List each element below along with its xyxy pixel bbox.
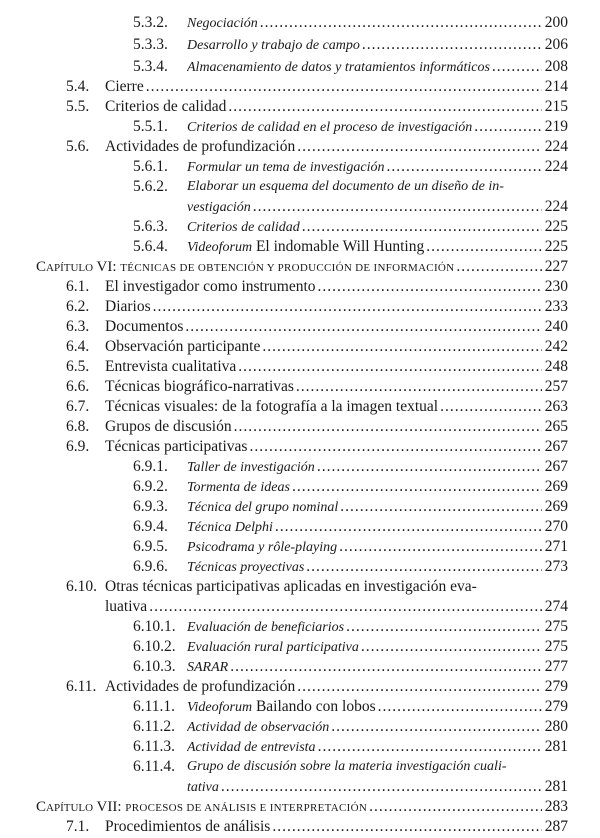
leader-dots [149, 596, 542, 618]
toc-entry[interactable] [0, 336, 600, 358]
leader-dots [230, 656, 542, 678]
leader-dots [317, 456, 542, 478]
toc-entry-title: Tormenta de ideas [187, 480, 290, 495]
toc-entry[interactable] [0, 96, 600, 118]
toc-entry-title: Grupo de discusión sobre la materia investigación cuali- [187, 759, 507, 774]
toc-entry[interactable] [0, 34, 600, 56]
toc-entry-page: 233 [544, 298, 568, 315]
toc-entry-number: 6.7. [66, 398, 90, 415]
toc-entry[interactable] [0, 12, 600, 34]
toc-entry[interactable] [0, 596, 600, 618]
toc-entry-number: 6.9. [66, 438, 90, 455]
leader-dots [346, 616, 542, 638]
toc-entry-page: 267 [544, 438, 568, 455]
toc-entry-page: 270 [544, 518, 568, 535]
leader-dots [362, 34, 542, 56]
toc-entry-title: Criterios de calidad [187, 220, 300, 235]
toc-entry[interactable] [0, 76, 600, 98]
toc-entry-title: Psicodrama y rôle-playing [187, 540, 338, 555]
leader-dots [260, 12, 542, 34]
toc-entry-number: 6.3. [66, 318, 90, 335]
toc-entry[interactable] [0, 416, 600, 438]
toc-entry-page: 257 [544, 378, 568, 395]
toc-entry-number: 6.10.1. [133, 618, 176, 635]
leader-dots [297, 136, 542, 158]
toc-entry-title: vestigación [187, 200, 251, 215]
toc-entry[interactable] [0, 256, 600, 278]
toc-entry[interactable] [0, 296, 600, 318]
toc-entry-page: 269 [544, 478, 568, 495]
toc-entry[interactable] [0, 136, 600, 158]
leader-dots [456, 256, 542, 278]
toc-entry[interactable] [0, 776, 600, 798]
toc-entry-title: Elaborar un esquema del documento de un diseño de in- [187, 179, 504, 194]
toc-entry-number: 5.6.2. [133, 178, 168, 195]
toc-entry-number: 5.4. [66, 78, 90, 95]
leader-dots [238, 356, 542, 378]
toc-entry-title: Diarios [105, 298, 151, 315]
toc-entry-page: 280 [544, 718, 568, 735]
toc-entry-number: 5.3.4. [133, 58, 168, 75]
toc-entry-title: Criterios de calidad en el proceso de investigación [187, 120, 473, 135]
toc-entry-film-title: Bailando con lobos [252, 698, 376, 715]
toc-entry[interactable] [0, 556, 600, 578]
chapter-name: TÉCNICAS DE OBTENCIÓN Y PRODUCCIÓN DE INFORMACIÓN [120, 262, 455, 274]
toc-entry-number: 6.11.2. [133, 718, 176, 735]
toc-entry-number: 6.9.5. [133, 538, 168, 555]
toc-entry-number: 6.11.1. [133, 698, 176, 715]
chapter-name: PROCESOS DE ANÁLISIS E INTERPRETACIÓN [125, 802, 368, 814]
toc-entry-number: 6.2. [66, 298, 90, 315]
toc-entry-page: 225 [544, 218, 568, 235]
toc-entry[interactable] [0, 196, 600, 218]
toc-entry[interactable] [0, 156, 600, 178]
toc-entry-number: 5.6. [66, 138, 90, 155]
toc-entry[interactable] [0, 316, 600, 338]
toc-entry-title: Cierre [105, 78, 144, 95]
leader-dots [306, 556, 542, 578]
toc-entry-title: tativa [187, 780, 219, 795]
leader-dots [440, 396, 542, 418]
toc-entry[interactable] [0, 736, 600, 758]
toc-entry[interactable] [0, 616, 600, 638]
toc-entry-number: 6.6. [66, 378, 90, 395]
toc-entry-page: 263 [544, 398, 568, 415]
toc-entry-title: Videoforum [187, 700, 253, 715]
toc-entry-page: 283 [544, 798, 568, 815]
toc-entry-page: 225 [544, 238, 568, 255]
leader-dots [221, 776, 542, 798]
toc-entry-title: Formular un tema de investigación [187, 160, 385, 175]
leader-dots [474, 116, 542, 138]
toc-entry-title: Actividades de profundización [105, 138, 296, 155]
leader-dots [340, 496, 542, 518]
toc-entry-title: Grupos de discusión [105, 418, 232, 435]
toc-entry-page: 224 [544, 158, 568, 175]
leader-dots [387, 156, 542, 178]
leader-dots [378, 696, 542, 718]
toc-entry-page: 271 [544, 538, 568, 555]
toc-entry-title: Almacenamiento de datos y tratamientos informáticos [187, 60, 490, 75]
leader-dots [272, 816, 542, 838]
toc-entry-page: 281 [544, 738, 568, 755]
leader-dots [262, 336, 542, 358]
toc-entry-page: 273 [544, 558, 568, 575]
toc-entry-number: 5.6.3. [133, 218, 168, 235]
leader-dots [292, 476, 542, 498]
toc-entry-number: 6.11.4. [133, 758, 176, 775]
toc-entry-number: 6.9.2. [133, 478, 168, 495]
toc-entry[interactable] [0, 116, 600, 138]
leader-dots [331, 716, 542, 738]
toc-entry-number: 7.1. [66, 818, 90, 835]
toc-entry-number: 5.5. [66, 98, 90, 115]
toc-entry-title: Técnica del grupo nominal [187, 500, 339, 515]
toc-entry[interactable] [0, 536, 600, 558]
toc-entry-number: 6.9.1. [133, 458, 168, 475]
toc-entry-title: Técnicas biográfico-narrativas [105, 378, 294, 395]
toc-entry-number: 6.9.6. [133, 558, 168, 575]
toc-entry-title: Entrevista cualitativa [105, 358, 237, 375]
toc-entry[interactable] [0, 496, 600, 518]
toc-entry-page: 219 [544, 118, 568, 135]
toc-entry-number: 6.10.3. [133, 658, 176, 675]
toc-entry[interactable] [0, 276, 600, 298]
toc-entry-page: 200 [544, 14, 568, 31]
toc-entry[interactable] [0, 756, 600, 778]
toc-entry-page: 275 [544, 618, 568, 635]
toc-entry-title: Observación participante [105, 338, 261, 355]
toc-entry-page: 274 [544, 598, 568, 615]
toc-entry[interactable] [0, 696, 600, 718]
leader-dots [153, 296, 542, 318]
toc-entry-page: 248 [544, 358, 568, 375]
toc-entry-title: Desarrollo y trabajo de campo [187, 38, 360, 53]
toc-entry-title: Actividad de entrevista [187, 740, 316, 755]
toc-entry-page: 242 [544, 338, 568, 355]
toc-entry-page: 275 [544, 638, 568, 655]
toc-entry-title: Taller de investigación [187, 460, 315, 475]
toc-entry-title: Actividades de profundización [105, 678, 296, 695]
toc-entry-page: 281 [544, 778, 568, 795]
toc-entry-page: 277 [544, 658, 568, 675]
toc-entry-number: 5.3.3. [133, 36, 168, 53]
toc-entry-title: Otras técnicas participativas aplicadas en investigación eva- [105, 578, 477, 595]
toc-entry-number: 6.11.3. [133, 738, 176, 755]
leader-dots [426, 236, 542, 258]
toc-entry-number: 6.9.3. [133, 498, 168, 515]
toc-entry-page: 224 [544, 198, 568, 215]
toc-entry-title: SARAR [187, 660, 229, 675]
toc-entry-page: 279 [544, 698, 568, 715]
toc-entry-number: 6.8. [66, 418, 90, 435]
toc-entry-title: Documentos [105, 318, 184, 335]
toc-entry-title: El investigador como instrumento [105, 278, 316, 295]
leader-dots [249, 436, 542, 458]
toc-entry[interactable] [0, 456, 600, 478]
toc-entry-title: luativa [105, 598, 148, 615]
toc-entry-title: Técnicas visuales: de la fotografía a la imagen textual [105, 398, 439, 415]
leader-dots [253, 196, 542, 218]
toc-entry-number: 6.9.4. [133, 518, 168, 535]
toc-entry-number: 6.10.2. [133, 638, 176, 655]
leader-dots [339, 536, 542, 558]
toc-entry[interactable] [0, 376, 600, 398]
toc-entry-film-title: El indomable Will Hunting [252, 238, 425, 255]
toc-entry[interactable] [0, 676, 600, 698]
toc-entry-page: 267 [544, 458, 568, 475]
leader-dots [318, 276, 542, 298]
toc-entry-title: Técnica Delphi [187, 520, 273, 535]
toc-entry-number: 5.6.1. [133, 158, 168, 175]
leader-dots [318, 736, 542, 758]
toc-entry-number: 6.4. [66, 338, 90, 355]
toc-entry-number: 6.11. [66, 678, 97, 695]
toc-entry-title: Procedimientos de análisis [105, 818, 271, 835]
toc-entry-page: 265 [544, 418, 568, 435]
leader-dots [296, 376, 542, 398]
toc-entry-page: 269 [544, 498, 568, 515]
toc-entry-page: 227 [544, 258, 568, 275]
leader-dots [302, 216, 542, 238]
toc-entry[interactable] [0, 216, 600, 238]
toc-entry[interactable] [0, 796, 600, 818]
leader-dots [297, 676, 542, 698]
toc-entry-page: 206 [544, 36, 568, 53]
chapter-label: Capítulo VI: [36, 259, 121, 275]
toc-entry[interactable] [0, 236, 600, 258]
toc-entry[interactable] [0, 396, 600, 418]
toc-entry[interactable] [0, 56, 600, 78]
leader-dots [146, 76, 542, 98]
leader-dots [185, 316, 542, 338]
toc-entry-number: 5.6.4. [133, 238, 168, 255]
toc-entry-page: 208 [544, 58, 568, 75]
toc-entry[interactable] [0, 356, 600, 378]
toc-entry-title: Evaluación de beneficiarios [187, 620, 345, 635]
toc-entry-number: 6.5. [66, 358, 90, 375]
toc-entry-page: 214 [544, 78, 568, 95]
leader-dots [361, 636, 542, 658]
leader-dots [275, 516, 542, 538]
toc-entry-number: 6.1. [66, 278, 90, 295]
toc-entry[interactable] [0, 516, 600, 538]
toc-entry-title: Técnicas participativas [105, 438, 248, 455]
toc-entry-number: 6.10. [66, 578, 97, 595]
toc-entry-title: Criterios de calidad [105, 98, 227, 115]
toc-entry[interactable] [0, 476, 600, 498]
chapter-label: Capítulo VII: [36, 799, 126, 815]
toc-entry-title: Videoforum [187, 240, 253, 255]
toc-entry[interactable] [0, 576, 600, 598]
leader-dots [234, 416, 542, 438]
toc-entry[interactable] [0, 656, 600, 678]
toc-entry-page: 224 [544, 138, 568, 155]
toc-entry-page: 230 [544, 278, 568, 295]
toc-entry-number: 5.3.2. [133, 14, 168, 31]
toc-entry-number: 5.5.1. [133, 118, 168, 135]
toc-entry-page: 215 [544, 98, 568, 115]
toc-entry-title: Técnicas proyectivas [187, 560, 305, 575]
toc-entry-title: Actividad de observación [187, 720, 330, 735]
toc-entry[interactable] [0, 816, 600, 838]
leader-dots [228, 96, 542, 118]
toc-entry-page: 279 [544, 678, 568, 695]
leader-dots [492, 56, 542, 78]
leader-dots [369, 796, 542, 818]
toc-entry[interactable] [0, 176, 600, 198]
toc-entry-page: 287 [544, 818, 568, 835]
toc-entry[interactable] [0, 716, 600, 738]
toc-entry-title: Evaluación rural participativa [187, 640, 359, 655]
toc-entry[interactable] [0, 436, 600, 458]
toc-entry-title: Negociación [187, 16, 258, 31]
toc-entry[interactable] [0, 636, 600, 658]
toc-entry-page: 240 [544, 318, 568, 335]
